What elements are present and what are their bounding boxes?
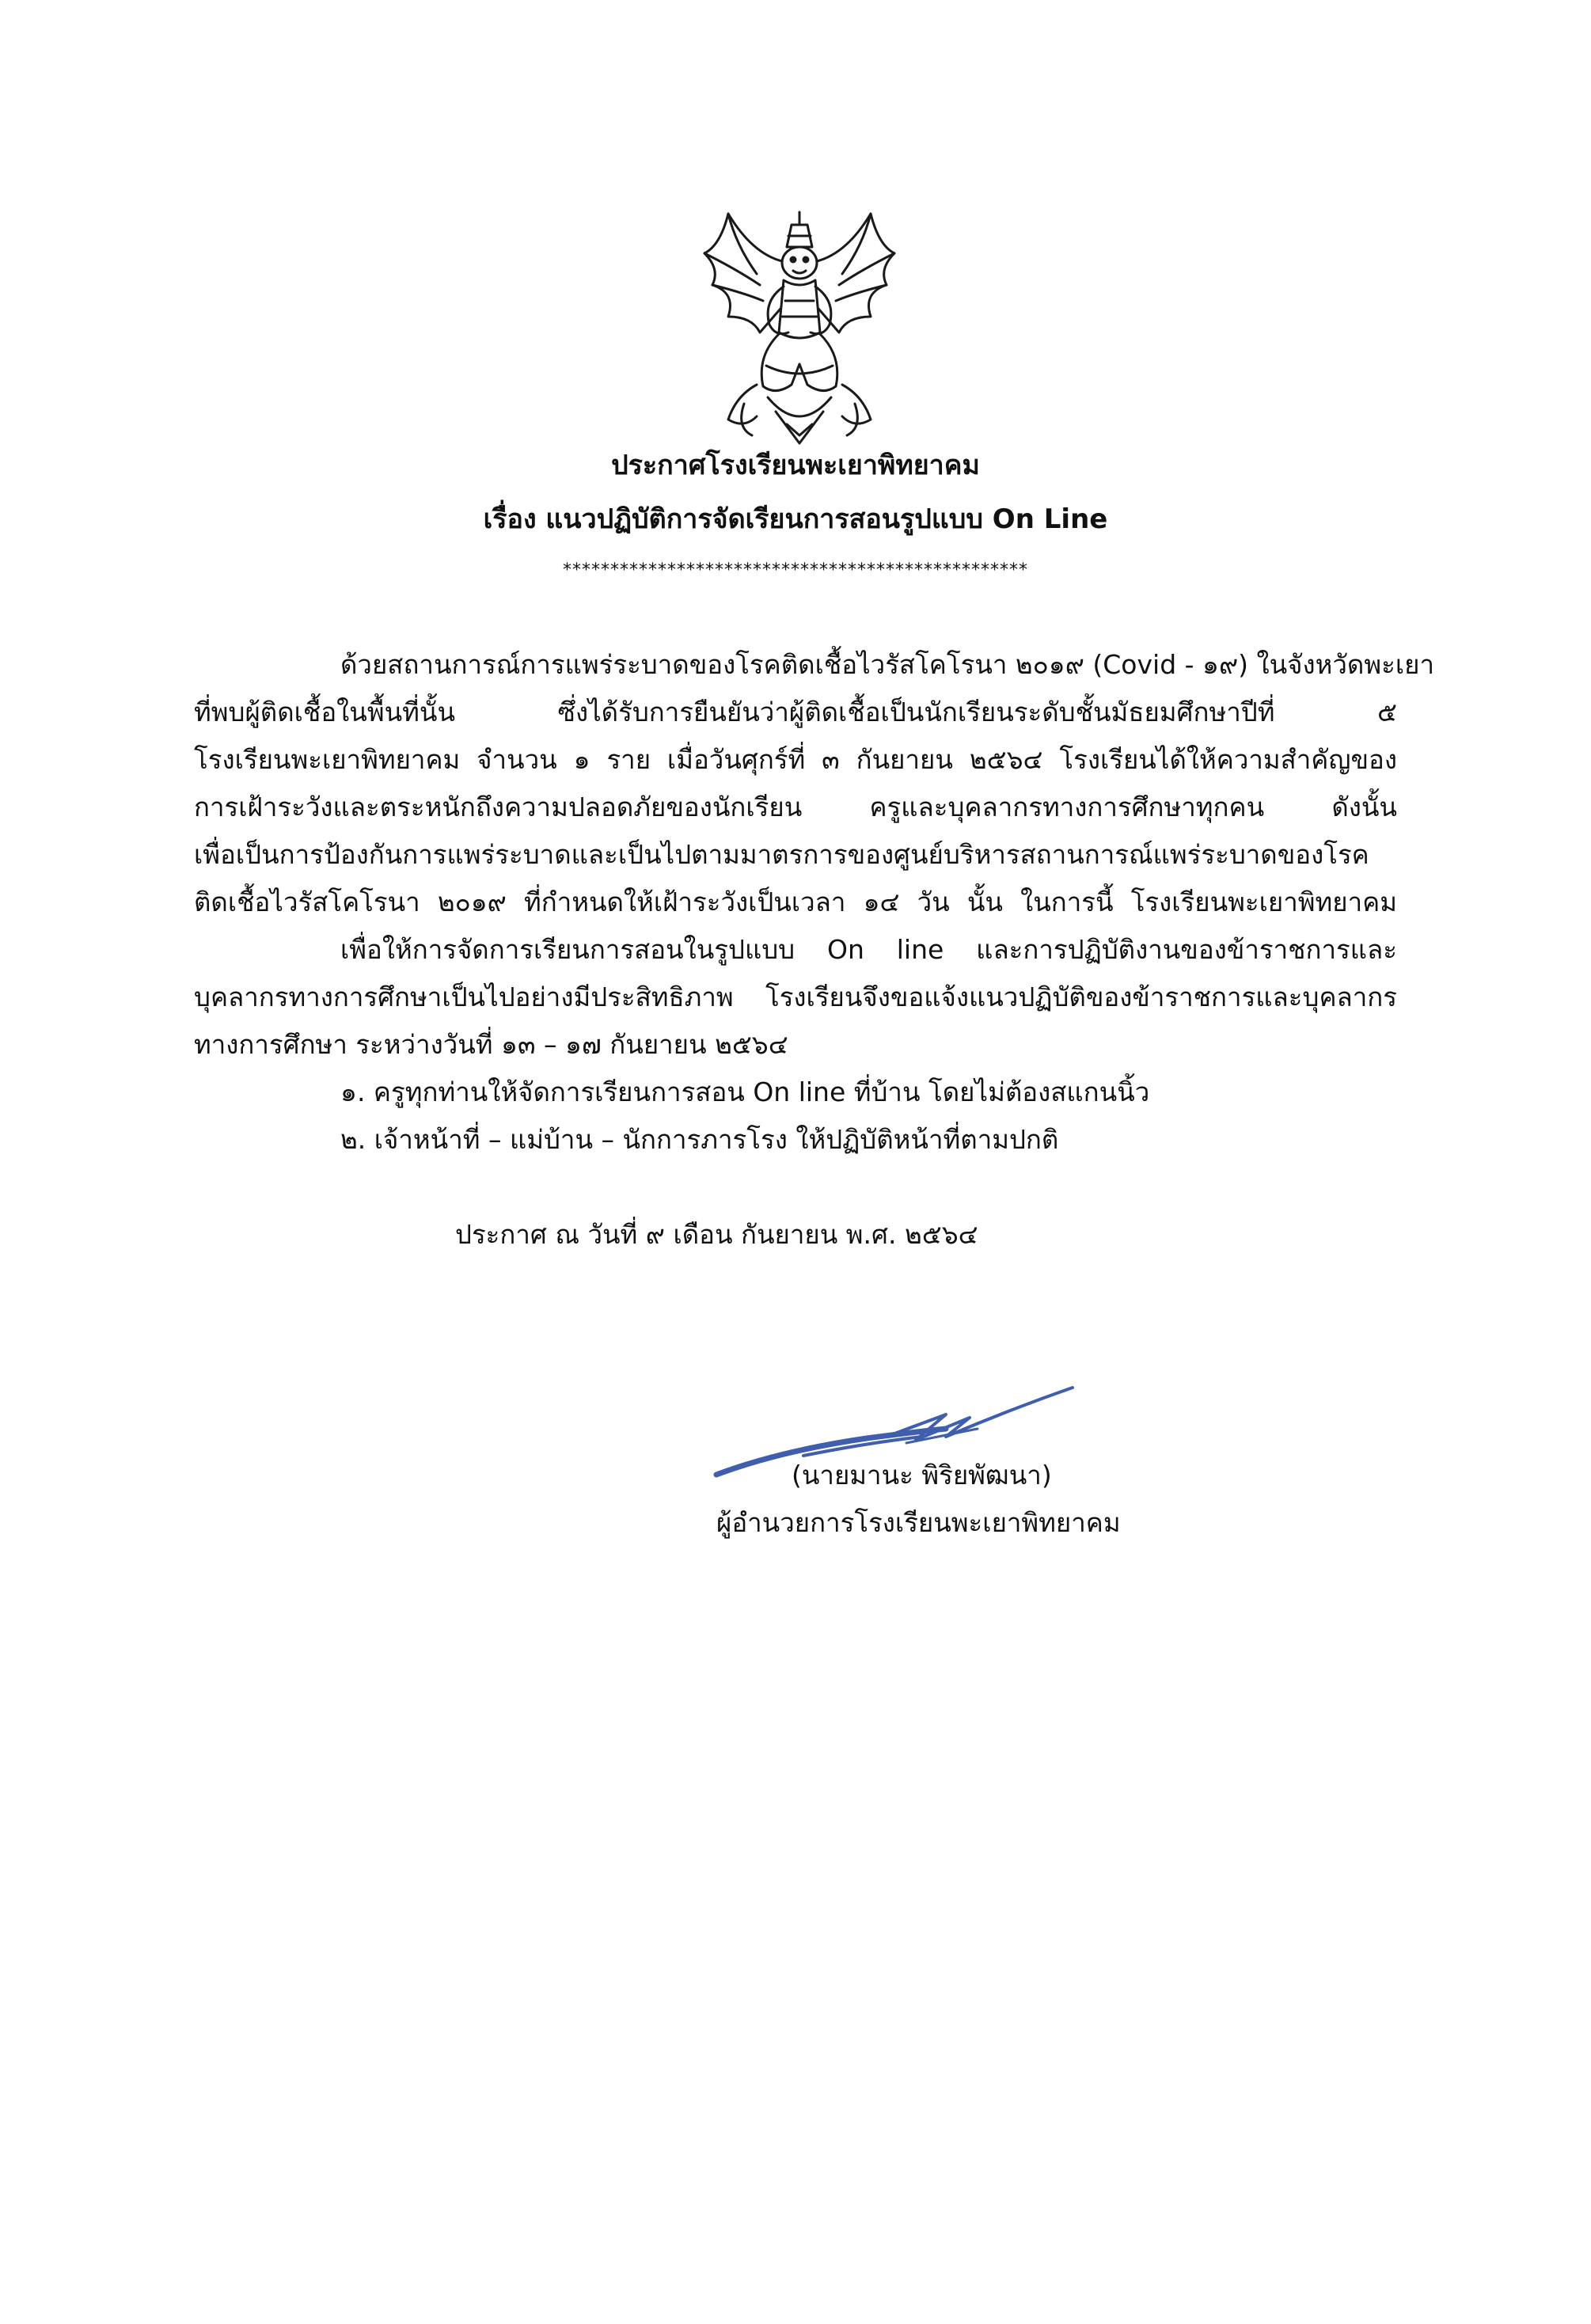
paragraph1-line: ด้วยสถานการณ์การแพร่ระบาดของโรคติดเชื้อไวรัสโคโรนา ๒๐๑๙ (Covid - ๑๙) ในจังหวัดพะเยา xyxy=(340,649,1434,680)
separator-line: ************************************************* xyxy=(563,560,1028,580)
garuda-emblem-icon xyxy=(681,198,918,451)
list-item: ๑. ครูทุกท่านให้จัดการเรียนการสอน On line ที่บ้าน โดยไม่ต้องสแกนนิ้ว xyxy=(340,1077,1150,1107)
paragraph1-line: โรงเรียนพะเยาพิทยาคม จำนวน ๑ ราย เมื่อวันศุกร์ที่ ๓ กันยายน ๒๕๖๔ โรงเรียนได้ให้ความสำคัญของ xyxy=(194,744,1397,775)
paragraph1-line: ติดเชื้อไวรัสโคโรนา ๒๐๑๙ ที่กำหนดให้เฝ้าระวังเป็นเวลา ๑๔ วัน นั้น ในการนี้ โรงเรียนพะเยาพิทยาคม xyxy=(194,887,1397,917)
paragraph2-line: บุคลากรทางการศึกษาเป็นไปอย่างมีประสิทธิภาพ โรงเรียนจึงขอแจ้งแนวปฏิบัติของข้าราชการและบุคลากร xyxy=(194,982,1397,1012)
signatory-position: ผู้อำนวยการโรงเรียนพะเยาพิทยาคม xyxy=(716,1507,1121,1538)
list-item: ๒. เจ้าหน้าที่ – แม่บ้าน – นักการภารโรง ให้ปฏิบัติหน้าที่ตามปกติ xyxy=(340,1124,1059,1155)
paragraph1-line: ที่พบผู้ติดเชื้อในพื้นที่นั้น ซึ่งได้รับการยืนยันว่าผู้ติดเชื้อเป็นนักเรียนระดับชั้นมัธยมศึกษาปีที่ ๕ xyxy=(194,697,1397,727)
paragraph2-line: ทางการศึกษา ระหว่างวันที่ ๑๓ – ๑๗ กันยายน ๒๕๖๔ xyxy=(194,1029,788,1060)
signatory-name: (นายมานะ พิริยพัฒนา) xyxy=(792,1460,1052,1490)
announcement-title: ประกาศโรงเรียนพะเยาพิทยาคม xyxy=(611,450,980,481)
paragraph1-line: เพื่อเป็นการป้องกันการแพร่ระบาดและเป็นไปตามมาตรการของศูนย์บริหารสถานการณ์แพร่ระบาดของโรค xyxy=(194,839,1369,870)
announcement-date: ประกาศ ณ วันที่ ๙ เดือน กันยายน พ.ศ. ๒๕๖๔ xyxy=(455,1219,978,1250)
paragraph2-line: เพื่อให้การจัดการเรียนการสอนในรูปแบบ On line และการปฏิบัติงานของข้าราชการและ xyxy=(340,934,1397,965)
announcement-subject: เรื่อง แนวปฏิบัติการจัดเรียนการสอนรูปแบบ On Line xyxy=(483,503,1108,535)
paragraph1-line: การเฝ้าระวังและตระหนักถึงความปลอดภัยของนักเรียน ครูและบุคลากรทางการศึกษาทุกคน ดังนั้น xyxy=(194,792,1397,822)
